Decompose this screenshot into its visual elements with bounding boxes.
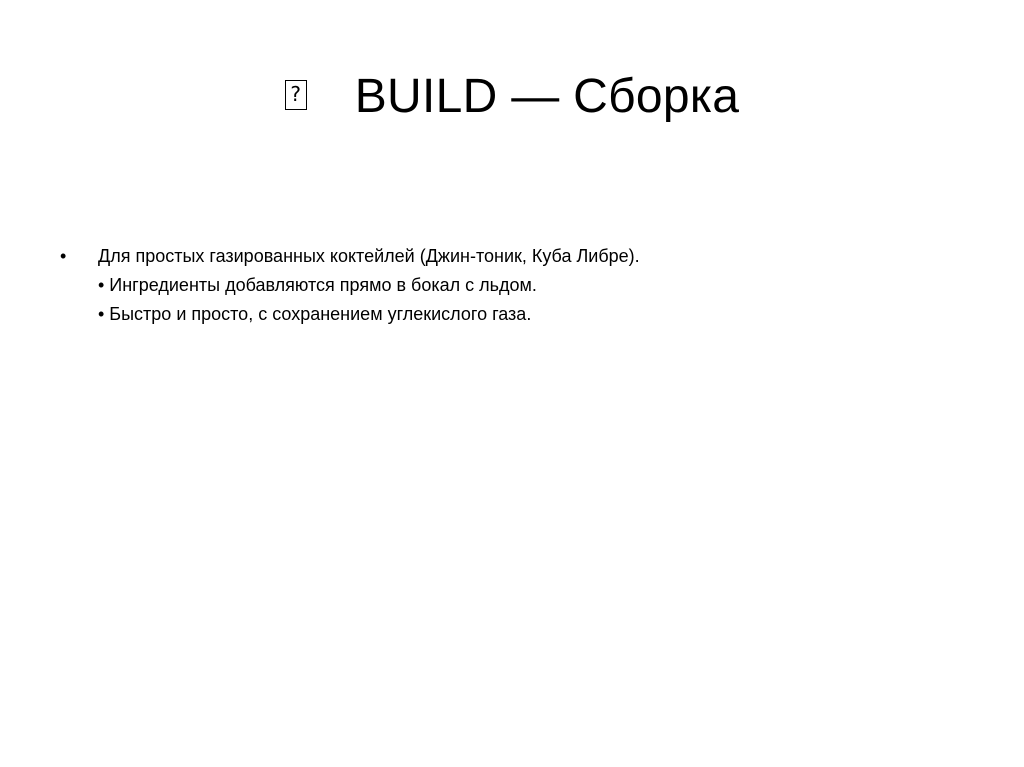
bullet-lines: [98, 242, 640, 329]
title-row: [0, 62, 1024, 132]
slide-title: BUILD — Сборка: [354, 70, 740, 123]
placeholder-box-icon: ?: [285, 80, 307, 110]
bullet-mark: •: [60, 246, 67, 266]
bullet-line-intro: Для простых газированных коктейлей (Джин-тоник, Куба Либре).: [98, 246, 640, 266]
bullet-line-ingredients: • Ингредиенты добавляются прямо в бокал с льдом.: [98, 275, 537, 295]
slide-body: [56, 242, 976, 329]
bullet-item: [56, 242, 976, 329]
bullet-line-speed: • Быстро и просто, с сохранением углекислого газа.: [98, 304, 532, 324]
